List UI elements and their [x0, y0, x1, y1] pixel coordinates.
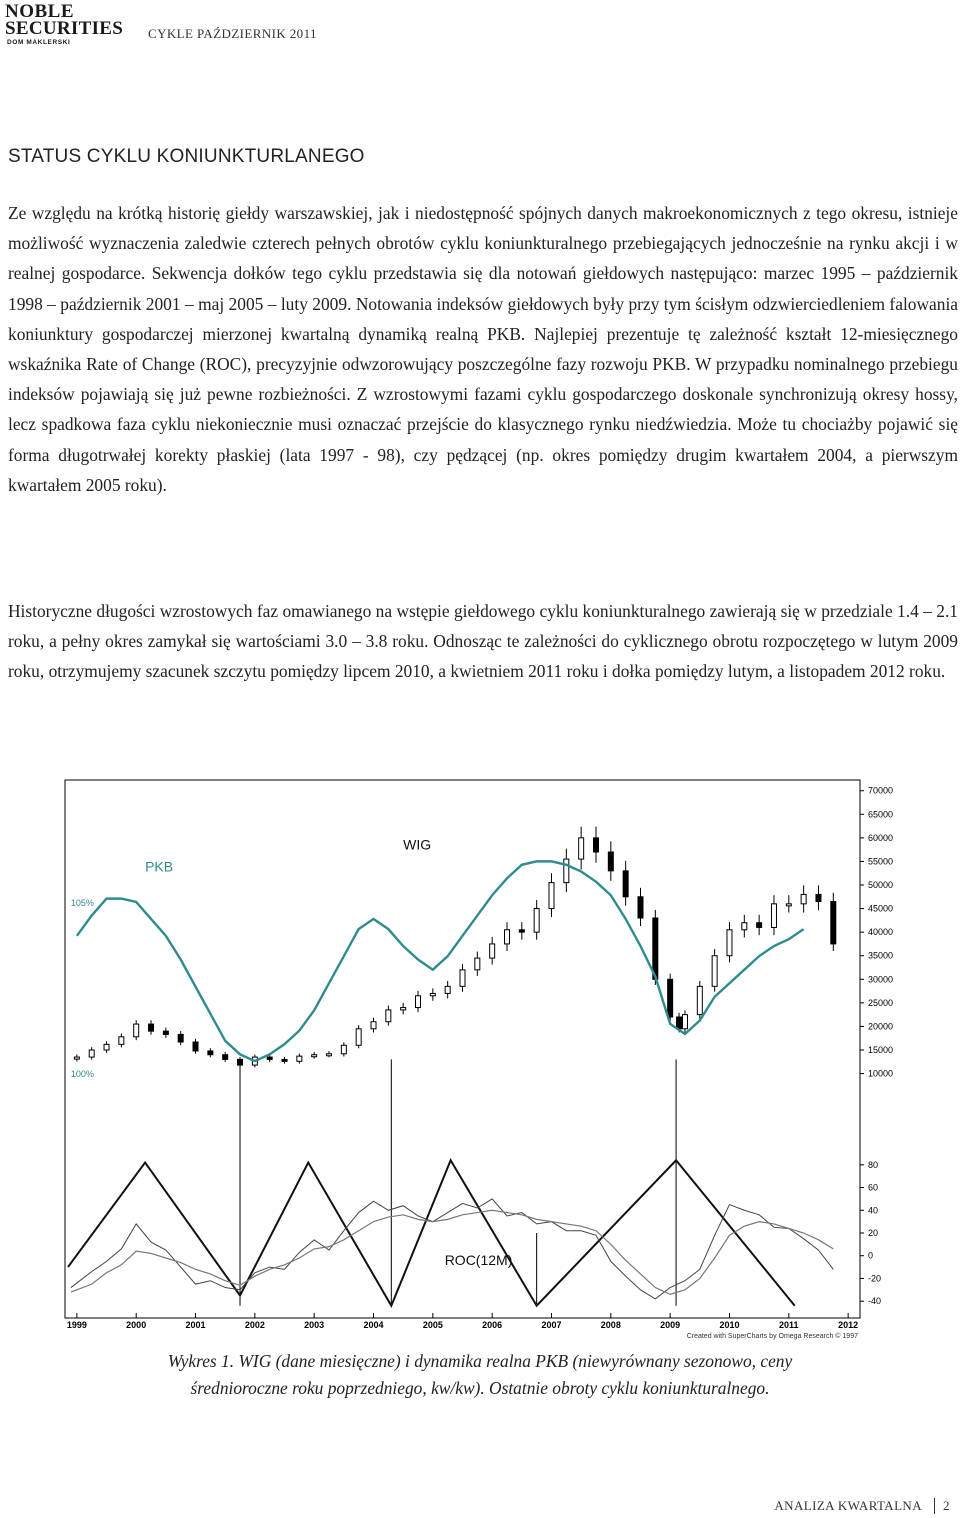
wig-candle	[677, 1017, 682, 1029]
roc-axis-label: 80	[868, 1159, 879, 1170]
wig-candle	[356, 1029, 361, 1045]
wig-candle	[401, 1008, 406, 1010]
page-number: 2	[934, 1498, 950, 1514]
wig-candle	[386, 1010, 391, 1022]
x-tick-label: 2010	[719, 1320, 740, 1330]
wig-candle	[712, 956, 717, 987]
pkb-100-label: 100%	[70, 1069, 94, 1079]
wig-candle	[267, 1057, 272, 1059]
wig-candle	[208, 1051, 213, 1055]
wig-candle	[742, 923, 747, 930]
pkb-line	[77, 858, 804, 1061]
wig-axis-label: 25000	[868, 997, 894, 1008]
wig-candle	[327, 1054, 332, 1056]
wig-axis-label: 65000	[868, 809, 894, 820]
wig-axis-label: 55000	[868, 856, 894, 867]
wig-axis-label: 50000	[868, 880, 894, 890]
wig-candle	[104, 1044, 109, 1050]
roc-axis-label: 0	[868, 1250, 874, 1261]
roc-axis-label: 60	[868, 1182, 879, 1193]
paragraph-1: Ze względu na krótką historię giełdy warszawskiej, jak i niedostępność spójnych danych makroekonomicznych z tego okresu, istnieje możliwość wyznaczenia zaledwie czterech pełnych obrotów cyklu koniunkturalnego przebiegających jednocześnie na rynku akcji i w realnej gospodarce. Sekwencja dołków tego cyklu przedstawia się dla notowań giełdowych następująco: marzec 1995 – październik 1998 – październik 2001 – maj 2005 – luty 2009. Notowania indeksów giełdowych były przy tym ścisłym odzwierciedleniem falowania koniunktury gospodarczej mierzonej kwartalną dynamiką realną PKB. Najlepiej prezentuje tę zależność kształt 12-miesięcznego wskaźnika Rate of Change (ROC), precyzyjnie odwzorowujący poszczególne fazy rozwoju PKB. W przypadku nominalnego przebiegu indeksów pojawiają się już pewne rozbieżności. Z wzrostowymi fazami cyklu gospodarczego doskonale synchronizują okresy hossy, lecz spadkowa faza cyklu niekoniecznie musi oznaczać przejście do klasycznego rynku niedźwiedzia. Może tu chociażby pojawić się forma długotrwałej korekty płaskiej (lata 1997 - 98), czy pędzącej (np. okres pomiędzy drugim kwartałem 2004, a pierwszym kwartałem 2005 roku).	[8, 203, 958, 495]
x-tick-label: 2011	[779, 1320, 799, 1330]
x-tick-label: 2005	[422, 1320, 443, 1330]
roc-axis-label: -20	[868, 1273, 882, 1284]
wig-candle	[445, 986, 450, 993]
roc-axis-label: 20	[868, 1228, 879, 1238]
wig-candle	[653, 918, 658, 979]
x-tick-label: 2003	[304, 1320, 325, 1330]
wig-candle	[430, 993, 435, 995]
figure-caption-line1: Wykres 1. WIG (dane miesięczne) i dynamika realna PKB (niewyrównany sezonowo, ceny	[167, 1351, 793, 1371]
wig-candle	[371, 1022, 376, 1029]
wig-candle	[193, 1042, 198, 1051]
x-tick-label: 2000	[126, 1320, 147, 1330]
wig-candle	[579, 838, 584, 859]
x-tick-label: 2007	[541, 1320, 562, 1330]
report-title: CYKLE PAŹDZIERNIK 2011	[148, 26, 317, 41]
wig-candle	[727, 930, 732, 956]
roc-axis-label: 40	[868, 1205, 879, 1216]
paragraph-2: Historyczne długości wzrostowych faz omawianego na wstępie giełdowego cyklu koniunkturalnego zawierają się w przedziale 1.4 – 2.1 roku, a pełny okres zamykał się wartościami 3.0 – 3.8 roku. Odnosząc te zależności do cyklicznego obrotu rozpoczętego w lutym 2009 roku, otrzymujemy szacunek szczytu pomiędzy lipcem 2010, a kwietniem 2011 roku i dołka pomiędzy lutym, a listopadem 2012 roku.	[8, 601, 958, 682]
wig-candle	[831, 902, 836, 944]
wig-axis-label: 30000	[868, 974, 894, 985]
wig-candle	[771, 904, 776, 928]
wig-candle	[475, 958, 480, 970]
x-tick-label: 1999	[66, 1320, 87, 1330]
wig-candle	[593, 838, 598, 852]
wig-candle	[89, 1050, 94, 1057]
wig-candle	[223, 1055, 228, 1060]
wig-candle	[163, 1031, 168, 1034]
wig-candle	[786, 904, 791, 906]
footer-title: ANALIZA KWARTALNA	[774, 1498, 922, 1513]
wig-candle	[623, 871, 628, 897]
logo-line1: NOBLE	[5, 1, 75, 22]
wig-candle	[297, 1056, 302, 1061]
logo-line2: SECURITIES	[5, 18, 124, 39]
wig-candle	[638, 897, 643, 918]
x-tick-label: 2002	[244, 1320, 265, 1330]
x-tick-label: 2012	[838, 1320, 859, 1330]
wig-axis-label: 45000	[868, 903, 894, 914]
wig-candle	[460, 970, 465, 987]
wig-label: WIG	[403, 836, 432, 853]
x-tick-label: 2006	[482, 1320, 503, 1330]
x-tick-label: 2009	[660, 1320, 681, 1330]
wig-candle	[668, 979, 673, 1017]
wig-candle	[549, 883, 554, 909]
wig-axis-label: 40000	[868, 927, 894, 938]
x-tick-label: 2001	[185, 1320, 206, 1330]
wig-candle	[134, 1024, 139, 1037]
x-tick-label: 2008	[600, 1320, 621, 1330]
wig-candle	[282, 1059, 287, 1061]
roc-axis-label: -40	[868, 1296, 882, 1307]
noble-securities-logo	[5, 3, 123, 45]
wig-candle	[757, 923, 762, 928]
wig-axis-label: 70000	[868, 785, 894, 796]
wig-candle	[534, 909, 539, 933]
wig-candle	[801, 894, 806, 903]
wig-candle	[341, 1045, 346, 1053]
roc-label: ROC(12M)	[444, 1251, 513, 1268]
wig-candle	[74, 1057, 79, 1059]
wig-candle	[504, 930, 509, 944]
wig-axis-label: 20000	[868, 1021, 894, 1032]
pkb-105-label: 105%	[70, 897, 94, 908]
wig-candle	[238, 1059, 243, 1065]
wig-axis-label: 10000	[868, 1068, 894, 1079]
wig-axis-label: 35000	[868, 950, 894, 961]
wig-candle	[682, 1015, 687, 1029]
wig-candle	[119, 1037, 124, 1045]
wig-pkb-roc-chart	[60, 778, 910, 1343]
plot-frame	[65, 780, 860, 1318]
wig-candle	[608, 852, 613, 871]
x-tick-label: 2004	[363, 1320, 384, 1330]
wig-candle	[519, 930, 524, 932]
wig-candle	[564, 859, 569, 883]
wig-axis-label: 15000	[868, 1045, 894, 1055]
pkb-label: PKB	[145, 858, 174, 875]
wig-candle	[416, 996, 421, 1008]
wig-candle	[816, 894, 821, 901]
chart-credit: Created with SuperCharts by Omega Research © 1997	[686, 1333, 858, 1340]
wig-candle	[149, 1024, 154, 1031]
wig-candle	[697, 986, 702, 1014]
logo-line3: DOM MAKLERSKI	[7, 39, 71, 46]
wig-axis-label: 60000	[868, 832, 894, 843]
wig-candle	[312, 1055, 317, 1057]
section-title: STATUS CYKLU KONIUNKTURLANEGO	[8, 146, 365, 167]
figure-caption-line2: średnioroczne roku poprzedniego, kw/kw). Ostatnie obroty cyklu koniunkturalnego.	[190, 1378, 770, 1398]
wig-candle	[178, 1034, 183, 1042]
cycle-zigzag-line	[68, 1160, 795, 1305]
wig-candle	[490, 944, 495, 958]
